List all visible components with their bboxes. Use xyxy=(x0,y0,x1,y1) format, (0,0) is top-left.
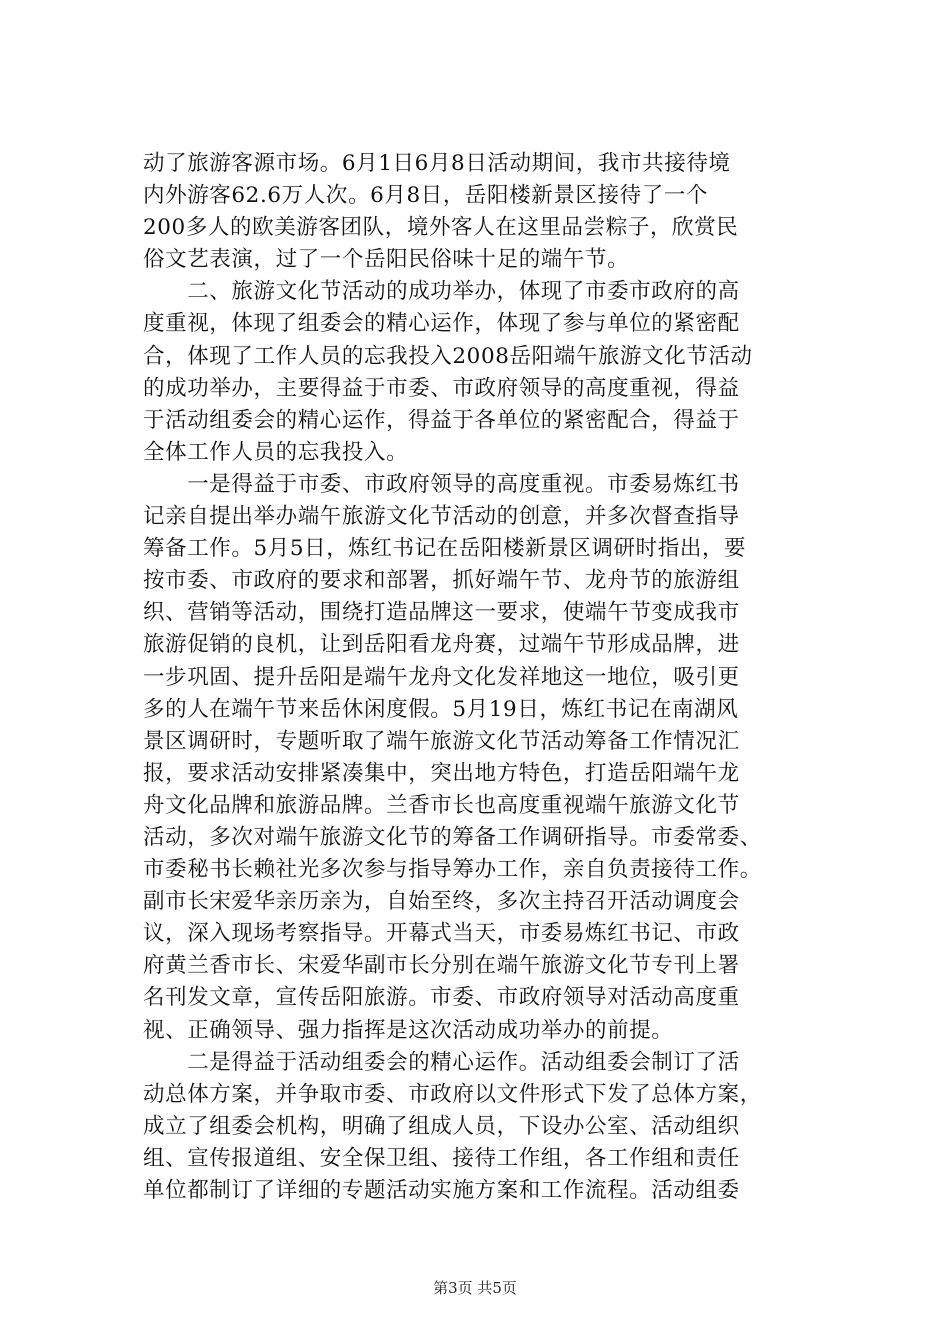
text-line: 多的人在端午节来岳休闲度假。5月19日，炼红书记在南湖风 xyxy=(143,696,739,722)
text-line: 全体工作人员的忘我投入。 xyxy=(143,439,409,465)
text-line: 于活动组委会的精心运作，得益于各单位的紧密配合，得益于 xyxy=(143,407,740,433)
text-line: 旅游促销的良机，让到岳阳看龙舟赛，过端午节形成品牌，进 xyxy=(143,632,740,658)
text-line: 一步巩固、提升岳阳是端午龙舟文化发祥地这一地位，吸引更 xyxy=(143,664,740,690)
text-line: 市委秘书长赖社光多次参与指导筹办工作，亲自负责接待工作。 xyxy=(143,857,762,883)
text-line: 织、营销等活动，围绕打造品牌这一要求，使端午节变成我市 xyxy=(143,600,740,626)
text-line: 二是得益于活动组委会的精心运作。活动组委会制订了活 xyxy=(143,1049,740,1075)
body-text xyxy=(143,148,833,1207)
text-line: 200多人的欧美游客团队，境外客人在这里品尝粽子，欣赏民 xyxy=(143,215,739,241)
page-footer: 第3页 共5页 xyxy=(433,1279,517,1297)
text-line: 内外游客62.6万人次。6月8日，岳阳楼新景区接待了一个 xyxy=(143,183,709,209)
text-line: 动了旅游客源市场。6月1日6月8日活动期间，我市共接待境 xyxy=(143,151,731,176)
text-line: 二、旅游文化节活动的成功举办，体现了市委市政府的高 xyxy=(143,279,740,305)
text-line: 单位都制订了详细的专题活动实施方案和工作流程。活动组委 xyxy=(143,1178,740,1203)
text-line: 议，深入现场考察指导。开幕式当天，市委易炼红书记、市政 xyxy=(143,921,740,947)
text-line: 合，体现了工作人员的忘我投入2008岳阳端午旅游文化节活动 xyxy=(143,343,753,369)
text-line: 动总体方案，并争取市委、市政府以文件形式下发了总体方案， xyxy=(143,1081,762,1107)
text-line: 度重视，体现了组委会的精心运作，体现了参与单位的紧密配 xyxy=(143,311,740,337)
text-line: 俗文艺表演，过了一个岳阳民俗味十足的端午节。 xyxy=(143,247,630,273)
text-line: 景区调研时，专题听取了端午旅游文化节活动筹备工作情况汇 xyxy=(143,728,740,754)
text-line: 报，要求活动安排紧凑集中，突出地方特色，打造岳阳端午龙 xyxy=(143,760,740,786)
text-line: 名刊发文章，宣传岳阳旅游。市委、市政府领导对活动高度重 xyxy=(143,985,740,1011)
text-line: 府黄兰香市长、宋爱华副市长分别在端午旅游文化节专刊上署 xyxy=(143,953,740,979)
text-line: 一是得益于市委、市政府领导的高度重视。市委易炼红书 xyxy=(143,471,740,497)
text-line: 副市长宋爱华亲历亲为，自始至终，多次主持召开活动调度会 xyxy=(143,889,740,915)
text-line: 舟文化品牌和旅游品牌。兰香市长也高度重视端午旅游文化节 xyxy=(143,792,740,818)
text-line: 组、宣传报道组、安全保卫组、接待工作组，各工作组和责任 xyxy=(143,1145,740,1171)
text-line: 筹备工作。5月5日，炼红书记在岳阳楼新景区调研时指出，要 xyxy=(143,536,747,562)
text-line: 记亲自提出举办端午旅游文化节活动的创意，并多次督查指导 xyxy=(143,504,740,530)
text-line: 视、正确领导、强力指挥是这次活动成功举办的前提。 xyxy=(143,1017,674,1043)
text-line: 的成功举办，主要得益于市委、市政府领导的高度重视，得益 xyxy=(143,375,740,401)
text-line: 活动，多次对端午旅游文化节的筹备工作调研指导。市委常委、 xyxy=(143,824,762,850)
text-line: 按市委、市政府的要求和部署，抓好端午节、龙舟节的旅游组 xyxy=(143,568,740,594)
text-line: 成立了组委会机构，明确了组成人员，下设办公室、活动组织 xyxy=(143,1113,740,1139)
